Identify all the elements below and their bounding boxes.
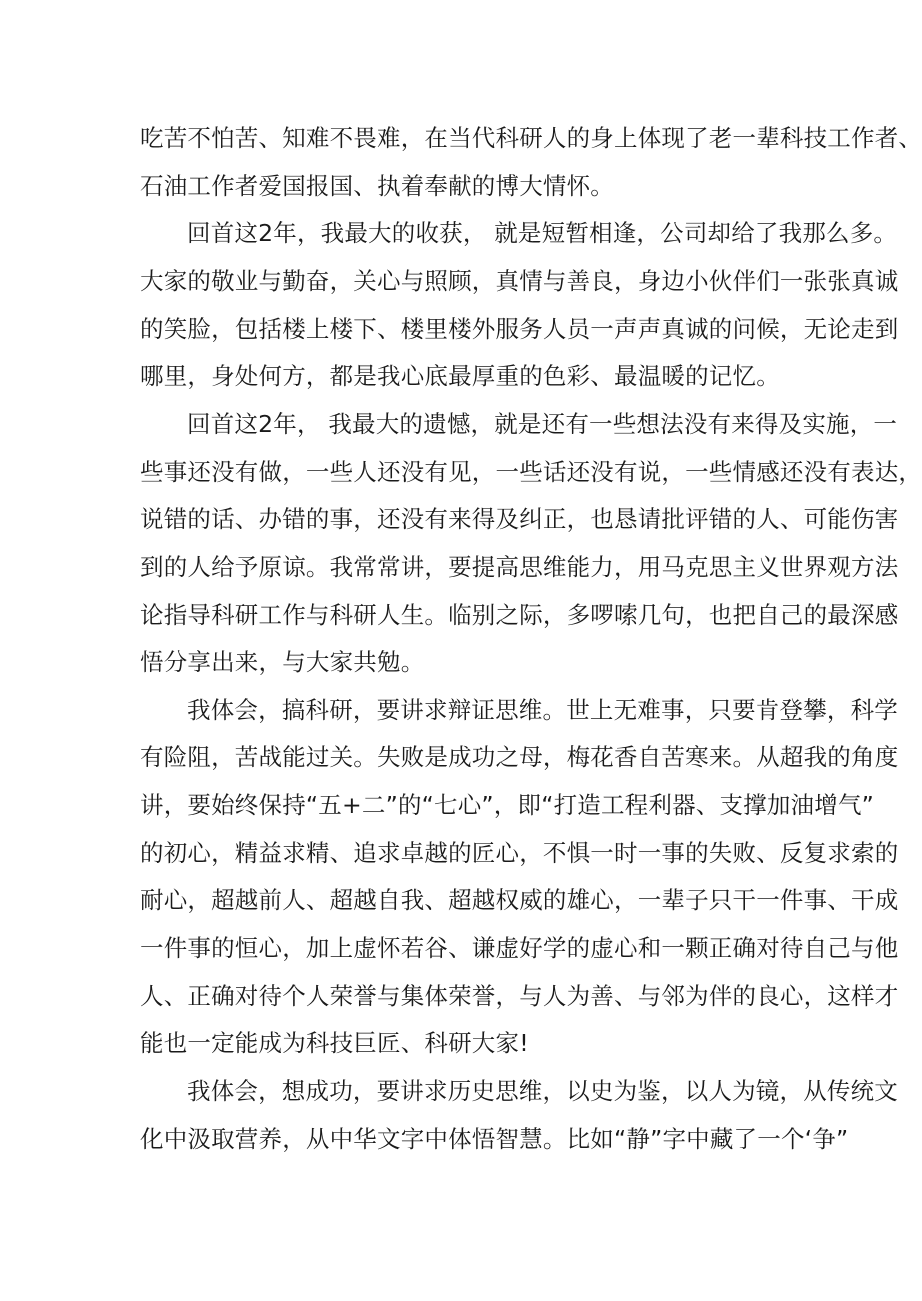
text-line: 化中汲取营养，从中华文字中体悟智慧。比如“静”字中藏了一个‘争”	[140, 1125, 849, 1153]
text-line: 石油工作者爱国报国、执着奉献的博大情怀。	[140, 172, 614, 200]
text-line: 耐心，超越前人、超越自我、超越权威的雄心，一辈子只干一件事、干成	[140, 886, 899, 914]
text-line: 哪里，身处何方，都是我心底最厚重的色彩、最温暖的记忆。	[140, 362, 780, 390]
text-line: 一件事的恒心，加上虚怀若谷、谦虚好学的虚心和一颗正确对待自己与他	[140, 934, 899, 962]
paragraph-start-line: 回首这2年， 我最大的遗憾，就是还有一些想法没有来得及实施，一	[187, 410, 898, 438]
text-line: 讲，要始终保持“五+二”的“七心”，即“打造工程利器、支撑加油增气”	[140, 791, 875, 819]
text-line: 的笑脸，包括楼上楼下、楼里楼外服务人员一声声真诚的问候，无论走到	[140, 315, 899, 343]
text-line: 悟分享出来，与大家共勉。	[140, 648, 425, 676]
text-line: 吃苦不怕苦、知难不畏难，在当代科研人的身上体现了老一辈科技工作者、	[140, 124, 922, 152]
paragraph-start-line: 我体会，想成功，要讲求历史思维，以史为鉴，以人为镜，从传统文	[187, 1077, 898, 1105]
text-line: 到的人给予原谅。我常常讲，要提高思维能力，用马克思主义世界观方法	[140, 553, 899, 581]
text-line: 论指导科研工作与科研人生。临别之际，多啰嗦几句，也把自己的最深感	[140, 601, 899, 629]
text-line: 说错的话、办错的事，还没有来得及纠正，也恳请批评错的人、可能伤害	[140, 505, 899, 533]
text-line: 人、正确对待个人荣誉与集体荣誉，与人为善、与邻为伴的良心，这样才	[140, 982, 899, 1010]
text-line: 能也一定能成为科技巨匠、科研大家!	[140, 1029, 529, 1057]
text-line: 有险阻，苦战能过关。失败是成功之母，梅花香自苦寒来。从超我的角度	[140, 743, 899, 771]
text-line: 些事还没有做，一些人还没有见，一些话还没有说，一些情感还没有表达，	[140, 458, 922, 486]
paragraph-start-line: 回首这2年，我最大的收获， 就是短暂相逢，公司却给了我那么多。	[187, 219, 898, 247]
paragraph-start-line: 我体会，搞科研，要讲求辩证思维。世上无难事，只要肯登攀，科学	[187, 696, 898, 724]
text-line: 的初心，精益求精、追求卓越的匠心，不惧一时一事的失败、反复求索的	[140, 839, 899, 867]
text-line: 大家的敬业与勤奋，关心与照顾，真情与善良，身边小伙伴们一张张真诚	[140, 267, 899, 295]
